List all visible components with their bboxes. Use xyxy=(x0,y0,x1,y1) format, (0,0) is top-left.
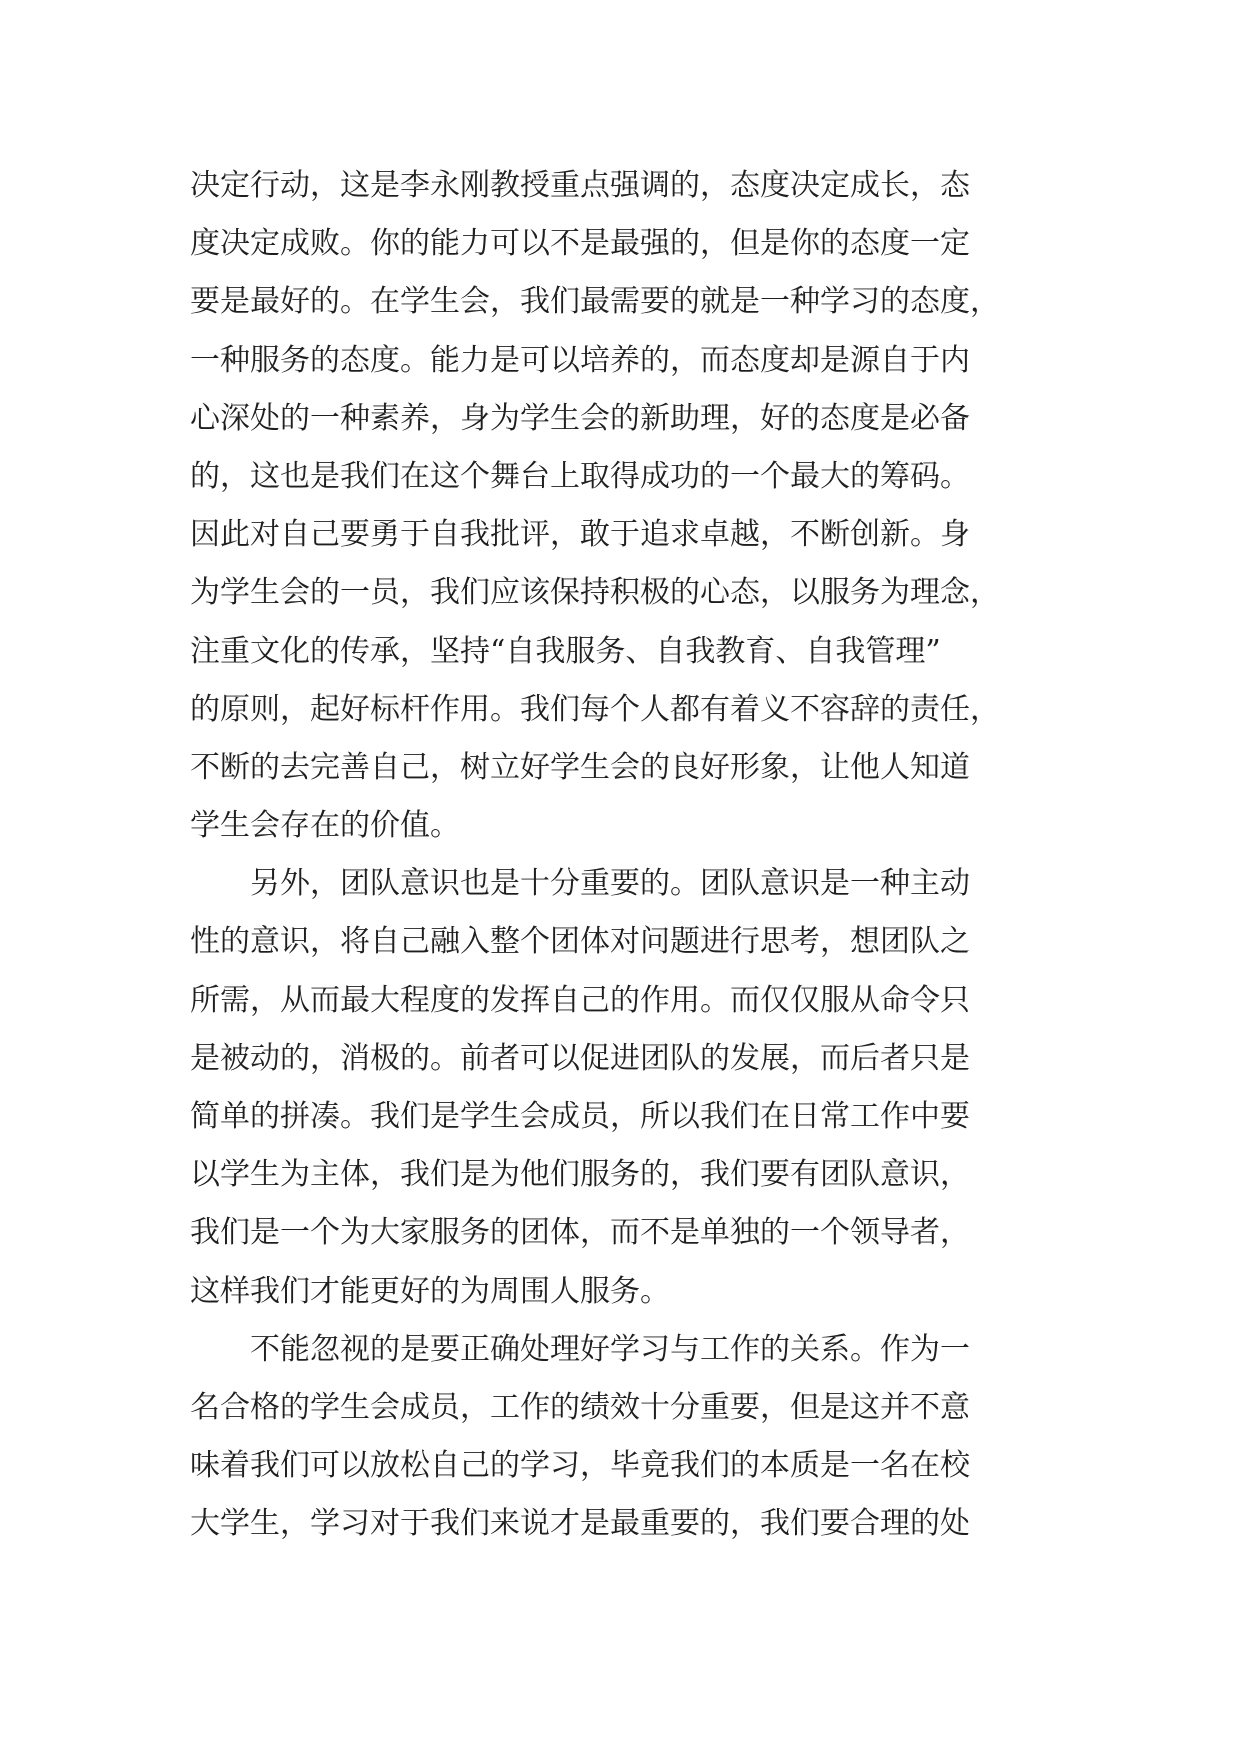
text-line: 以学生为主体，我们是为他们服务的，我们要有团队意识， xyxy=(190,1157,970,1193)
text-line: 名合格的学生会成员，工作的绩效十分重要，但是这并不意 xyxy=(190,1389,970,1425)
text-line: 这样我们才能更好的为周围人服务。 xyxy=(190,1273,670,1309)
text-line: 我们是一个为大家服务的团体，而不是单独的一个领导者， xyxy=(190,1215,970,1251)
text-line: 为学生会的一员，我们应该保持积极的心态，以服务为理念， xyxy=(190,575,1000,611)
text-line: 大学生，学习对于我们来说才是最重要的，我们要合理的处 xyxy=(190,1506,970,1542)
text-line: 所需，从而最大程度的发挥自己的作用。而仅仅服从命令只 xyxy=(190,982,970,1018)
text-line: 要是最好的。在学生会，我们最需要的就是一种学习的态度， xyxy=(190,284,1000,320)
text-line: 度决定成败。你的能力可以不是最强的，但是你的态度一定 xyxy=(190,226,970,262)
text-line: 注重文化的传承，坚持“自我服务、自我教育、自我管理” xyxy=(190,633,941,669)
text-line: 一种服务的态度。能力是可以培养的，而态度却是源自于内 xyxy=(190,342,970,378)
text-line: 不断的去完善自己，树立好学生会的良好形象，让他人知道 xyxy=(190,749,970,785)
text-line: 决定行动，这是李永刚教授重点强调的，态度决定成长，态 xyxy=(190,168,970,203)
text-line: 简单的拼凑。我们是学生会成员，所以我们在日常工作中要 xyxy=(190,1099,970,1134)
text-line: 学生会存在的价值。 xyxy=(190,808,460,844)
text-line: 因此对自己要勇于自我批评，敢于追求卓越，不断创新。身 xyxy=(190,517,970,553)
text-line: 是被动的，消极的。前者可以促进团队的发展，而后者只是 xyxy=(190,1040,970,1076)
text-line: 心深处的一种素养，身为学生会的新助理，好的态度是必备 xyxy=(190,400,970,436)
text-line: 的，这也是我们在这个舞台上取得成功的一个最大的筹码。 xyxy=(190,458,970,494)
text-line: 不能忽视的是要正确处理好学习与工作的关系。作为一 xyxy=(190,1331,970,1367)
text-line: 性的意识，将自己融入整个团体对问题进行思考，想团队之 xyxy=(190,924,970,960)
text-line: 另外，团队意识也是十分重要的。团队意识是一种主动 xyxy=(190,866,970,902)
body-text xyxy=(190,157,1050,1554)
text-line: 味着我们可以放松自己的学习，毕竟我们的本质是一名在校 xyxy=(190,1448,970,1484)
text-line: 的原则，起好标杆作用。我们每个人都有着义不容辞的责任， xyxy=(190,691,1000,727)
